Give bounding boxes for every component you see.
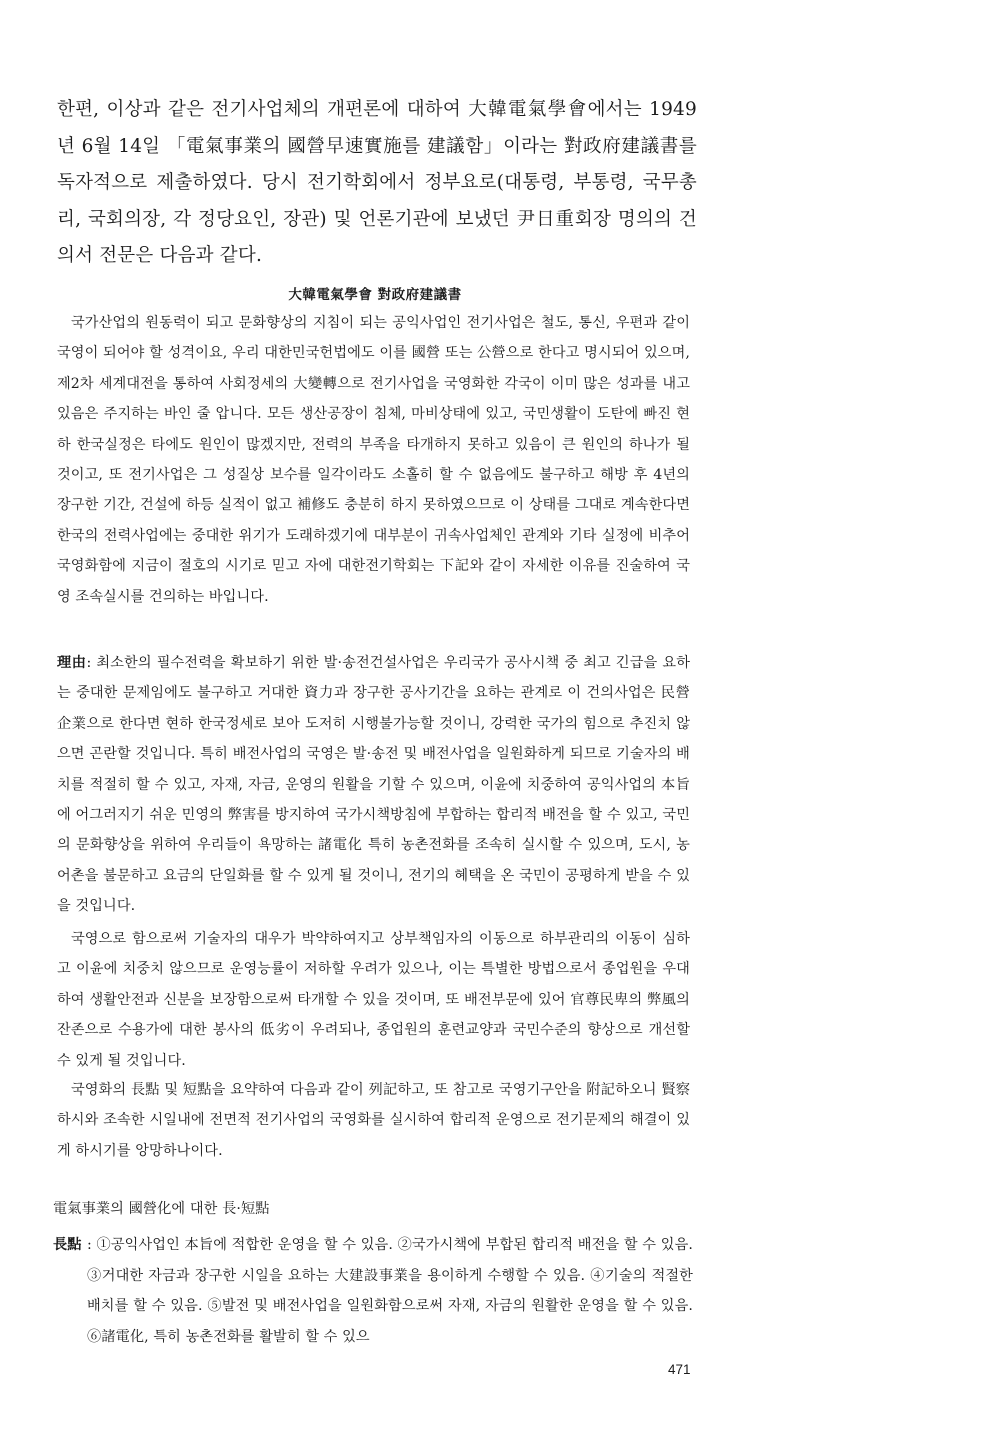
page-number: 471: [668, 1362, 691, 1377]
merits-label: 長點: [53, 1237, 82, 1253]
reason-label: 理由: [57, 655, 87, 671]
document-title: 大韓電氣學會 對政府建議書: [288, 287, 462, 303]
reason-paragraph: [57, 648, 690, 922]
reason-text: : 최소한의 필수전력을 확보하기 위한 발·송전건설사업은 우리국가 공사시책 중 최고 긴급을 요하는 중대한 문제임에도 불구하고 거대한 資力과 장구한 공사기간을 요하는 관계로 이 건의사업은 民營企業으로 한다면 현하 한국정세로 보아 도저히 시행불가능할 것이니, 강력한 국가의 힘으로 추진치 않으면 곤란할 것입니다. 특히 배전사업의 국영은 발·송전 및 배전사업을 일원화하게 되므로 기술자의 배치를 적절히 할 수 있고, 자재, 자금, 운영의 원활을 기할 수 있으며, 이윤에 치중하여 공익사업의 本旨에 어그러지기 쉬운 민영의 弊害를 방지하여 국가시책방침에 부합하는 합리적 배전을 할 수 있고, 국민의 문화향상을 위하여 우리들이 욕망하는 諸電化 특히 농촌전화를 조속히 실시할 수 있으며, 도시, 농어촌을 불문하고 요금의 단일화를 할 수 있게 될 것이니, 전기의 혜택을 온 국민이 공평하게 받을 수 있을 것입니다.: [57, 655, 691, 915]
intro-paragraph: 한편, 이상과 같은 전기사업체의 개편론에 대하여 大韓電氣學會에서는 1949년 6월 14일 「電氣事業의 國營早速實施를 建議함」이라는 對政府建議書를 독자적으로 제출하였다. 당시 전기학회에서 정부요로(대통령, 부통령, 국무총리, 국회의장, 각 정당요인, 장관) 및 언론기관에 보냈던 尹日重회장 명의의 건의서 전문은 다음과 같다.: [57, 99, 697, 266]
letter-paragraph-2-block: [57, 924, 690, 1076]
letter-paragraph-3: 국영화의 長點 및 短點을 요약하여 다음과 같이 列記하고, 또 참고로 국영기구안을 附記하오니 賢察하시와 조속한 시일내에 전면적 전기사업의 국영화를 실시하여 합리적 운영으로 전기문제의 해결이 있게 하시기를 앙망하나이다.: [57, 1082, 690, 1159]
merits-text: : ①공익사업인 本旨에 적합한 운영을 할 수 있음. ②국가시책에 부합된 합리적 배전을 할 수 있음. ③거대한 자금과 장구한 시일을 요하는 大建設事業을 용이하게 수행할 수 있음. ④기술의 적절한 배치를 할 수 있음. ⑤발전 및 배전사업을 일원화함으로써 자재, 자금의 원활한 운영을 할 수 있음. ⑥諸電化, 특히 농촌전화를 활발히 할 수 있으: [87, 1237, 693, 1345]
merits-heading: 電氣事業의 國營化에 대한 長·短點: [53, 1201, 270, 1217]
reason-block: [57, 648, 690, 922]
letter-paragraph-1: 국가산업의 원동력이 되고 문화향상의 지침이 되는 공익사업인 전기사업은 철도, 통신, 우편과 같이 국영이 되어야 할 성격이요, 우리 대한민국헌법에도 이를 國營 또는 公營으로 한다고 명시되어 있으며, 제2차 세계대전을 통하여 사회정세의 大變轉으로 전기사업을 국영화한 각국이 이미 많은 성과를 내고 있음은 주지하는 바인 줄 압니다. 모든 생산공장이 침체, 마비상태에 있고, 국민생활이 도탄에 빠진 현하 한국실정은 타에도 원인이 많겠지만, 전력의 부족을 타개하지 못하고 있음이 큰 원인의 하나가 될 것이고, 또 전기사업은 그 성질상 보수를 일각이라도 소홀히 할 수 없음에도 불구하고 해방 후 4년의 장구한 기간, 건설에 하등 실적이 없고 補修도 충분히 하지 못하였으므로 이 상태를 그대로 계속한다면 한국의 전력사업에는 중대한 위기가 도래하겠기에 대부분이 귀속사업체인 관계와 기타 실정에 비추어 국영화함에 지금이 절호의 시기로 믿고 자에 대한전기학회는 下記와 같이 자세한 이유를 진술하여 국영 조속실시를 건의하는 바입니다.: [57, 315, 690, 605]
merits-block: [53, 1230, 693, 1352]
letter-paragraph-3-block: [57, 1075, 690, 1166]
letter-body: [57, 308, 690, 612]
letter-paragraph-2: 국영으로 함으로써 기술자의 대우가 박약하여지고 상부책임자의 이동으로 하부관리의 이동이 심하고 이윤에 치중치 않으므로 운영능률이 저하할 우려가 있으나, 이는 특별한 방법으로서 종업원을 우대하여 생활안전과 신분을 보장함으로써 타개할 수 있을 것이며, 또 배전부문에 있어 官尊民卑의 弊風의 잔존으로 수용가에 대한 봉사의 低劣이 우려되나, 종업원의 훈련교양과 국민수준의 향상으로 개선할 수 있게 될 것입니다.: [57, 931, 690, 1069]
